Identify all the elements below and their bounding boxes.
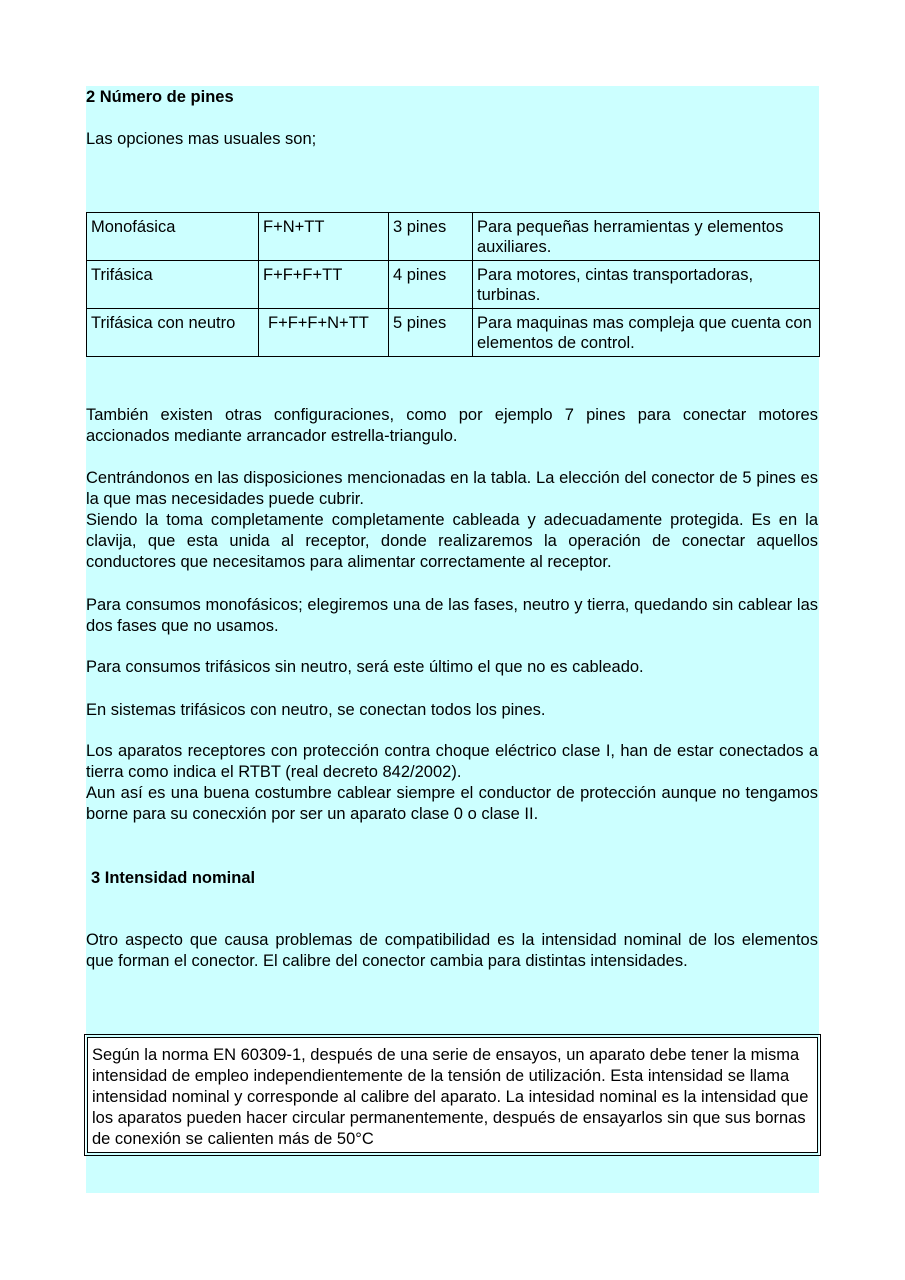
paragraph-other-configurations: También existen otras configuraciones, como por ejemplo 7 pines para conectar motores accionados mediante arrancador estrella-triangulo. <box>86 406 818 445</box>
paragraph-class-i-earthing: Los aparatos receptores con protección contra choque eléctrico clase I, han de estar conectados a tierra como indica el RTBT (real decreto 842/2002). <box>86 742 818 781</box>
table-row <box>87 261 820 309</box>
cell-formula: F+F+F+TT <box>259 261 389 309</box>
cell-pins: 4 pines <box>389 261 473 309</box>
paragraph-protection-conductor: Aun así es una buena costumbre cablear siempre el conductor de protección aunque no tengamos borne para su conecxión por ser un aparato clase 0 o clase II. <box>86 784 818 823</box>
standard-note-text: Según la norma EN 60309-1, después de una serie de ensayos, un aparato debe tener la misma intensidad de empleo independientemente de la tensión de utilización. Esta intensidad se llama intensidad nominal y corresponde al calibre del aparato. La intesidad nominal es la intensidad que los aparatos pueden hacer circular permanentemente, después de ensayarlos sin que sus bornas de conexión se calienten más de 50°C <box>87 1037 818 1153</box>
cell-pins: 3 pines <box>389 213 473 261</box>
section-2-heading: 2 Número de pines <box>86 88 234 106</box>
section-3-intro: Otro aspecto que causa problemas de compatibilidad es la intensidad nominal de los elementos que forman el conector. El calibre del conector cambia para distintas intensidades. <box>86 931 818 970</box>
paragraph-three-phase-no-neutral: Para consumos trifásicos sin neutro, será este último el que no es cableado. <box>86 658 644 676</box>
pin-options-table <box>86 212 820 357</box>
cell-type: Monofásica <box>87 213 259 261</box>
standard-note-box <box>84 1034 821 1156</box>
paragraph-group-5-pin-choice <box>86 468 818 573</box>
cell-description: Para maquinas mas compleja que cuenta con elementos de control. <box>473 309 820 357</box>
paragraph-5-pin-choice: Centrándonos en las disposiciones mencionadas en la tabla. La elección del conector de 5 pines es la que mas necesidades puede cubrir. <box>86 469 818 508</box>
table-row <box>87 213 820 261</box>
cell-pins: 5 pines <box>389 309 473 357</box>
cell-formula: F+F+F+N+TT <box>259 309 389 357</box>
cell-type: Trifásica con neutro <box>87 309 259 357</box>
paragraph-three-phase-neutral: En sistemas trifásicos con neutro, se conectan todos los pines. <box>86 701 546 719</box>
paragraph-single-phase: Para consumos monofásicos; elegiremos una de las fases, neutro y tierra, quedando sin cablear las dos fases que no usamos. <box>86 596 818 635</box>
cell-type: Trifásica <box>87 261 259 309</box>
table-row <box>87 309 820 357</box>
paragraph-socket-wiring: Siendo la toma completamente completamente cableada y adecuadamente protegida. Es en la clavija, que esta unida al receptor, donde realizaremos la operación de conectar aquellos conductores que necesitamos para alimentar correctamente al receptor. <box>86 511 818 571</box>
cell-formula: F+N+TT <box>259 213 389 261</box>
section-2-intro: Las opciones mas usuales son; <box>86 130 317 148</box>
paragraph-group-earthing <box>86 741 818 825</box>
cell-description: Para pequeñas herramientas y elementos auxiliares. <box>473 213 820 261</box>
section-3-heading: 3 Intensidad nominal <box>91 869 256 887</box>
cell-description: Para motores, cintas transportadoras, turbinas. <box>473 261 820 309</box>
